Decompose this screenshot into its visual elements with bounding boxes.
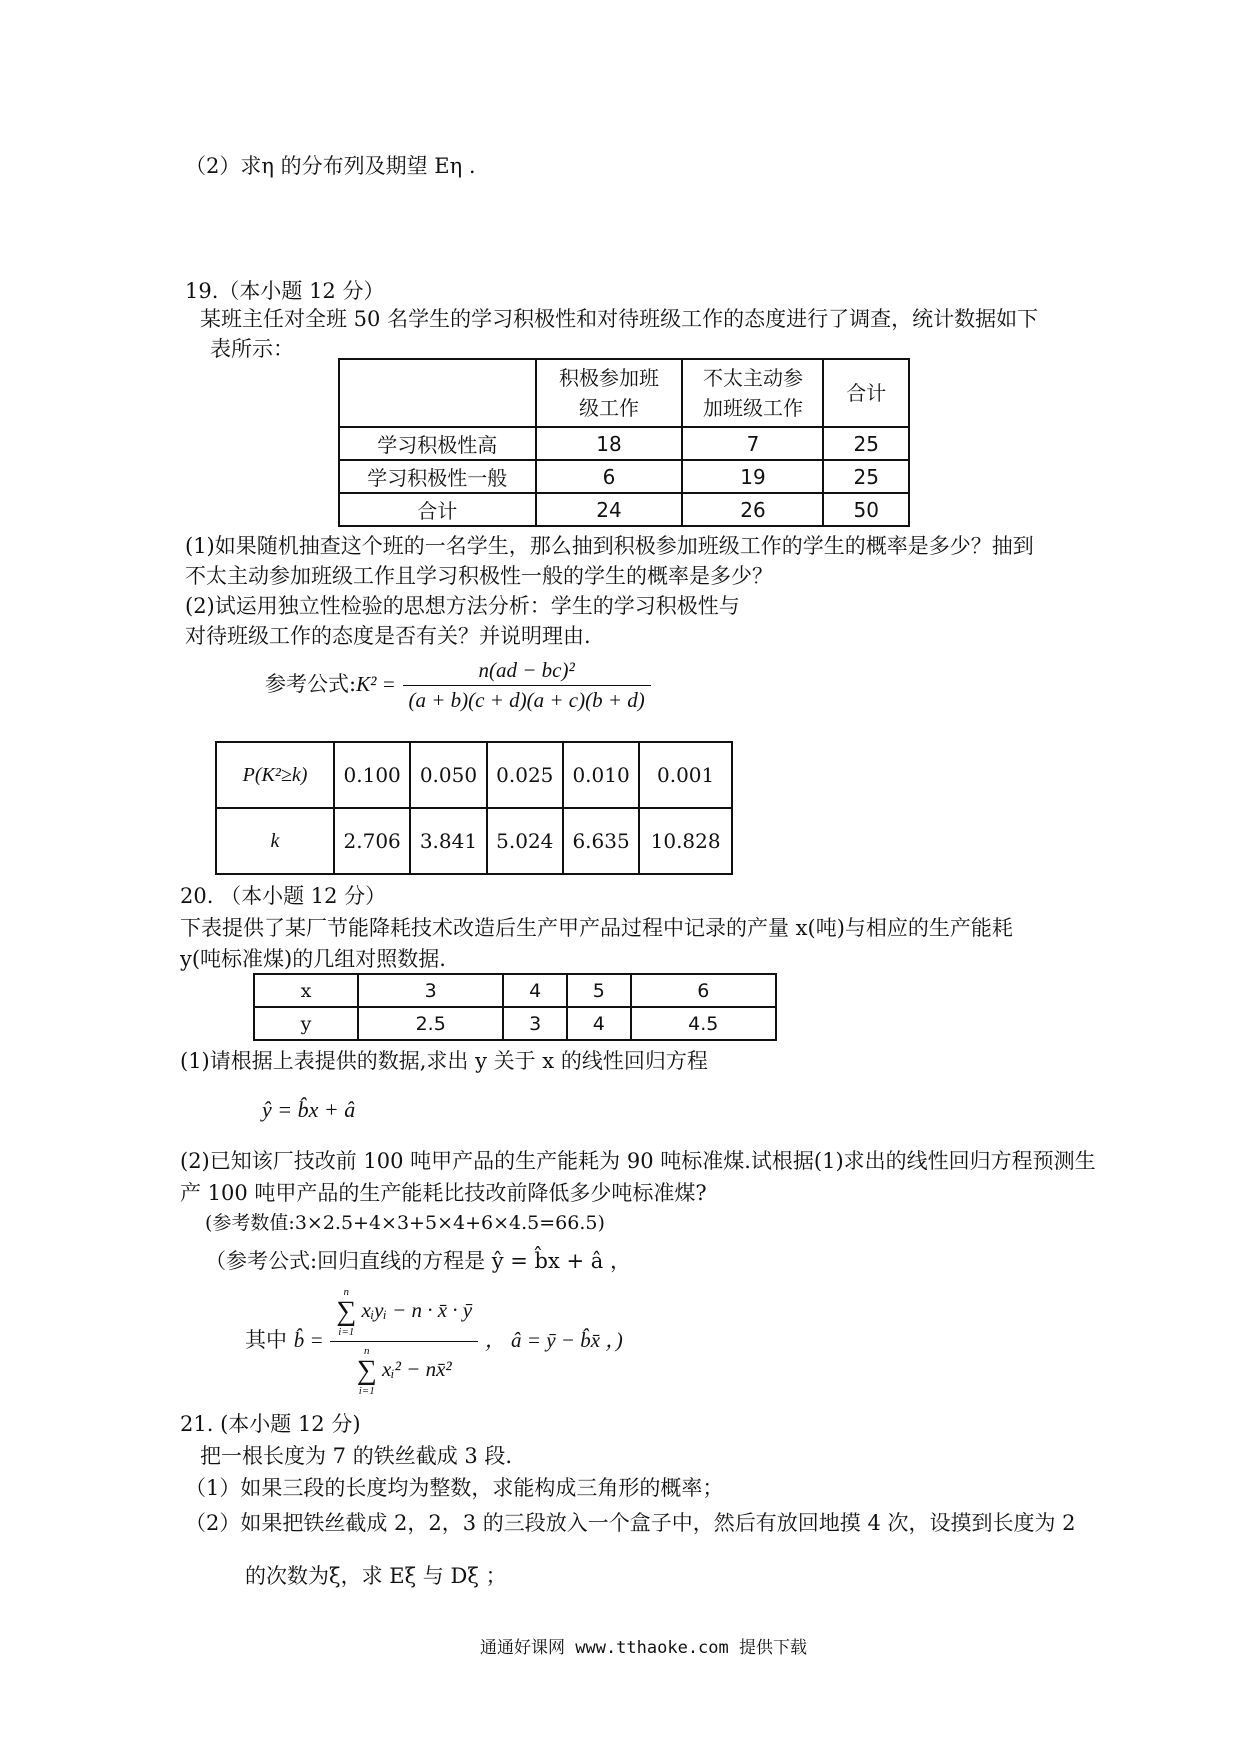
q19-reference-formula [265,658,651,713]
table-cell: 4 [503,974,567,1007]
table-cell: 24 [536,493,683,526]
q21-header: 21. (本小题 12 分) [180,1412,361,1436]
q19-part2-line2: 对待班级工作的态度是否有关？并说明理由. [185,624,591,648]
q19-intro-line2: 表所示： [210,337,294,361]
q20-part1: (1)请根据上表提供的数据,求出 y 关于 x 的线性回归方程 [180,1049,708,1073]
table-cell: 6.635 [563,808,639,874]
table-cell: 25 [823,427,909,460]
formula-denominator: (a + b)(c + d)(a + c)(b + d) [408,688,645,712]
row-label: 合计 [339,493,536,526]
q20-part2-line1: (2)已知该厂技改前 100 吨甲产品的生产能耗为 90 吨标准煤.试根据(1)求出的线性回归方程预测生 [180,1149,1096,1173]
col-header-3: 合计 [823,359,909,427]
table-cell: 0.010 [563,742,639,808]
row-label: k [216,808,334,874]
b-hat-denominator: n ∑ i=1 xᵢ² − nx̄² [356,1345,452,1397]
q20-header: 20. （本小题 12 分） [180,884,387,908]
q19-header: 19.（本小题 12 分） [185,279,385,303]
q19-part1-line1: (1)如果随机抽查这个班的一名学生，那么抽到积极参加班级工作的学生的概率是多少？抽到 [185,534,1034,558]
col-header-2: 不太主动参 加班级工作 [682,359,823,427]
formula-lhs: K² = [356,672,396,696]
table-cell: 6 [536,460,683,493]
table-cell: 26 [682,493,823,526]
col-header-1: 积极参加班 级工作 [536,359,683,427]
formula-fraction [403,658,651,713]
q20-intro-line2: y(吨标准煤)的几组对照数据. [180,947,446,971]
row-label: y [254,1007,358,1040]
table-row [339,493,909,526]
row-label: 学习积极性一般 [339,460,536,493]
q20-reference-values: (参考数值:3×2.5+4×3+5×4+6×4.5=66.5) [205,1212,605,1234]
table-row [254,1007,776,1040]
q20-b-hat-formula [245,1285,623,1398]
table-cell: 6 [631,974,776,1007]
table-cell: 18 [536,427,683,460]
q19-part2-line1: (2)试运用独立性检验的思想方法分析：学生的学习积极性与 [185,594,740,618]
table-cell: 3 [358,974,503,1007]
k-critical-values-table [215,741,733,875]
row-label: x [254,974,358,1007]
table-cell: 2.706 [334,808,410,874]
table-cell: 3 [503,1007,567,1040]
b-hat-lhs: b̂ = [293,1328,324,1352]
q20-data-table [253,973,777,1041]
table-cell: 25 [823,460,909,493]
table-cell: 4 [567,1007,631,1040]
page-footer: 通通好课网 www.tthaoke.com 提供下载 [480,1638,807,1658]
q19-contingency-table [338,358,910,527]
q20-intro-line1: 下表提供了某厂节能降耗技术改造后生产甲产品过程中记录的产量 x(吨)与相应的生产能耗 [180,916,1013,940]
table-corner-cell [339,359,536,427]
q19-part1-line2: 不太主动参加班级工作且学习积极性一般的学生的概率是多少？ [185,564,773,588]
table-cell: 7 [682,427,823,460]
table-cell: 5 [567,974,631,1007]
table-cell: 10.828 [639,808,732,874]
formula-label: 参考公式: [265,672,357,696]
table-cell: 3.841 [410,808,486,874]
summation-symbol: n ∑ i=1 [336,1286,357,1338]
q20-reference-formula-line: （参考公式:回归直线的方程是 ŷ = b̂x + â ， [205,1249,631,1273]
table-cell: 0.025 [487,742,563,808]
table-cell: 50 [823,493,909,526]
b-hat-numerator: n ∑ i=1 xᵢyᵢ − n · x̄ · ȳ [330,1285,478,1342]
q19-intro-line1: 某班主任对全班 50 名学生的学习积极性和对待班级工作的态度进行了调查，统计数据如下 [200,307,1039,331]
table-row [216,742,732,808]
where-label: 其中 [245,1328,287,1352]
table-cell: 0.100 [334,742,410,808]
table-cell: 4.5 [631,1007,776,1040]
table-cell: 19 [682,460,823,493]
a-hat-formula: ， â = ȳ − b̂x̄ ，) [484,1328,623,1352]
row-label: P(K²≥k) [216,742,334,808]
table-cell: 2.5 [358,1007,503,1040]
summation-symbol: n ∑ i=1 [356,1345,377,1397]
q21-part1: （1）如果三段的长度均为整数，求能构成三角形的概率； [185,1476,724,1500]
table-cell: 0.050 [410,742,486,808]
table-row [339,460,909,493]
table-row [339,427,909,460]
table-row [254,974,776,1007]
b-hat-fraction [330,1285,478,1398]
q21-part2-line1: （2）如果把铁丝截成 2，2，3 的三段放入一个盒子中，然后有放回地摸 4 次，设摸到长度为 2 [185,1511,1076,1535]
q20-part2-line2: 产 100 吨甲产品的生产能耗比技改前降低多少吨标准煤? [180,1181,707,1205]
table-cell: 5.024 [487,808,563,874]
row-label: 学习积极性高 [339,427,536,460]
q20-regression-equation: ŷ = b̂x + â [262,1097,356,1122]
table-cell: 0.001 [639,742,732,808]
q21-part2-line2: 的次数为ξ，求 Eξ 与 Dξ ； [245,1564,507,1588]
q21-intro: 把一根长度为 7 的铁丝截成 3 段. [200,1444,513,1468]
formula-numerator: n(ad − bc)² [403,658,651,686]
table-row [216,808,732,874]
q18-part2: （2）求η 的分布列及期望 Eη . [185,154,476,178]
